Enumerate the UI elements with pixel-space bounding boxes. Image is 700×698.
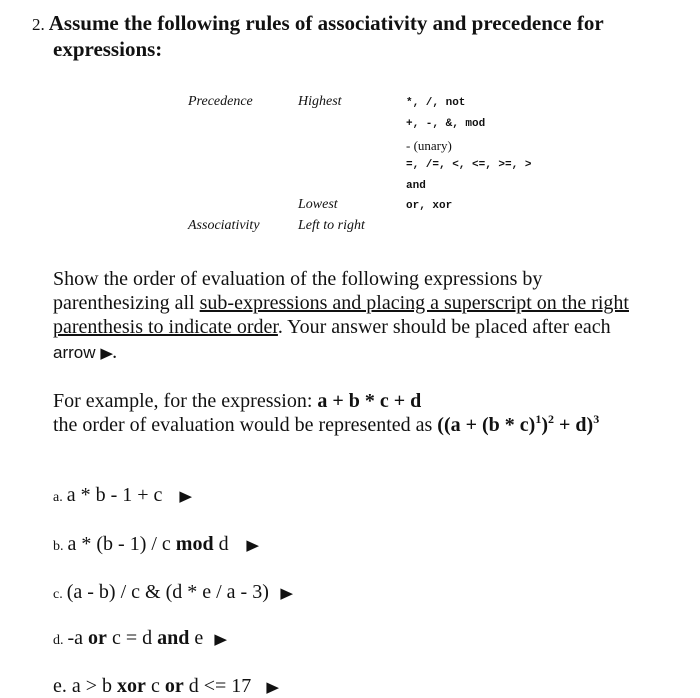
instructions-line-3 [53,315,611,339]
arrow-icon: ▶ [214,632,228,648]
item-b-label: b. [53,539,64,554]
instructions-line-4 [53,340,117,366]
item-c [53,581,292,604]
precedence-level-4: =, /=, <, <=, >=, > [406,159,532,171]
example-answer-part-2: ) [541,414,549,436]
item-e-expr-part-2: c [145,675,165,697]
arrow-icon: ▶ [246,538,259,554]
instructions-line-3-underlined: parenthesis to indicate order [53,316,278,338]
item-d-expr-part-1: -a [67,627,89,649]
instructions-line-3-plain: . Your answer should be placed after each [277,316,611,338]
item-b [53,533,258,556]
precedence-label: Precedence [188,94,253,109]
item-e-expression [67,675,251,697]
instructions-period: . [112,341,118,363]
superscript-1: 1 [535,412,542,426]
arrow-icon: ▶ [280,586,293,602]
item-d [53,627,227,650]
item-b-expr-start: a * (b - 1) / c [67,533,176,555]
precedence-level-1: *, /, not [406,97,466,109]
item-b-expr-end: d [213,533,229,555]
item-e-operator-xor: xor [117,675,146,697]
question-number: 2. [32,15,45,34]
item-e-label: e. [53,675,67,697]
instructions-arrow-word: arrow [53,343,96,362]
highest-label: Highest [298,94,342,109]
example-answer-part-3: + d) [554,414,594,436]
associativity-value: Left to right [298,218,365,233]
example-answer-intro: the order of evaluation would be represented as [53,414,438,436]
example-line-2 [53,413,599,437]
instructions-line-1: Show the order of evaluation of the following expressions by [53,268,543,290]
precedence-level-2: +, -, &, mod [406,118,486,130]
superscript-3: 3 [593,412,600,426]
heading-line-1: Assume the following rules of associativity and precedence for [48,11,604,35]
example-answer-part-1: ((a + (b * c) [437,414,536,436]
item-b-operator-mod: mod [175,533,214,555]
example-line-1 [53,389,421,413]
item-e-operator-or: or [164,675,184,697]
question-heading [32,11,604,36]
arrow-icon: ▶ [266,680,280,696]
item-a-label: a. [53,490,63,505]
instructions-line-2-plain: parenthesizing all [53,292,200,314]
example-answer [437,414,599,436]
associativity-label: Associativity [188,218,260,233]
item-d-operator-and: and [157,627,190,649]
precedence-level-6: or, xor [406,200,453,212]
item-d-operator-or: or [88,627,107,649]
item-c-expression: (a - b) / c & (d * e / a - 3) [66,581,269,603]
item-a [53,484,192,507]
example-expression: a + b * c + d [317,390,422,412]
item-d-expr-part-2: c = d [106,627,158,649]
heading-line-2: expressions: [53,37,163,61]
item-c-label: c. [53,587,63,602]
instructions-line-2-underlined: sub-expressions and placing a superscript on the right [199,292,629,314]
item-d-expr-part-3: e [189,627,204,649]
precedence-level-3: - (unary) [406,138,452,153]
arrow-icon: ▶ [179,489,193,505]
precedence-level-5: and [406,180,426,192]
item-e-expr-part-3: d <= 17 [183,675,252,697]
superscript-2: 2 [548,412,555,426]
item-e-expr-part-1: a > b [66,675,118,697]
item-d-expression [68,627,204,649]
item-d-label: d. [53,633,64,648]
instructions-line-2 [53,291,629,315]
example-intro: For example, for the expression: [53,390,318,412]
arrow-icon: ▶ [99,346,113,362]
item-b-expression [68,533,229,555]
lowest-label: Lowest [298,197,338,212]
item-a-expression: a * b - 1 + c [66,484,163,506]
